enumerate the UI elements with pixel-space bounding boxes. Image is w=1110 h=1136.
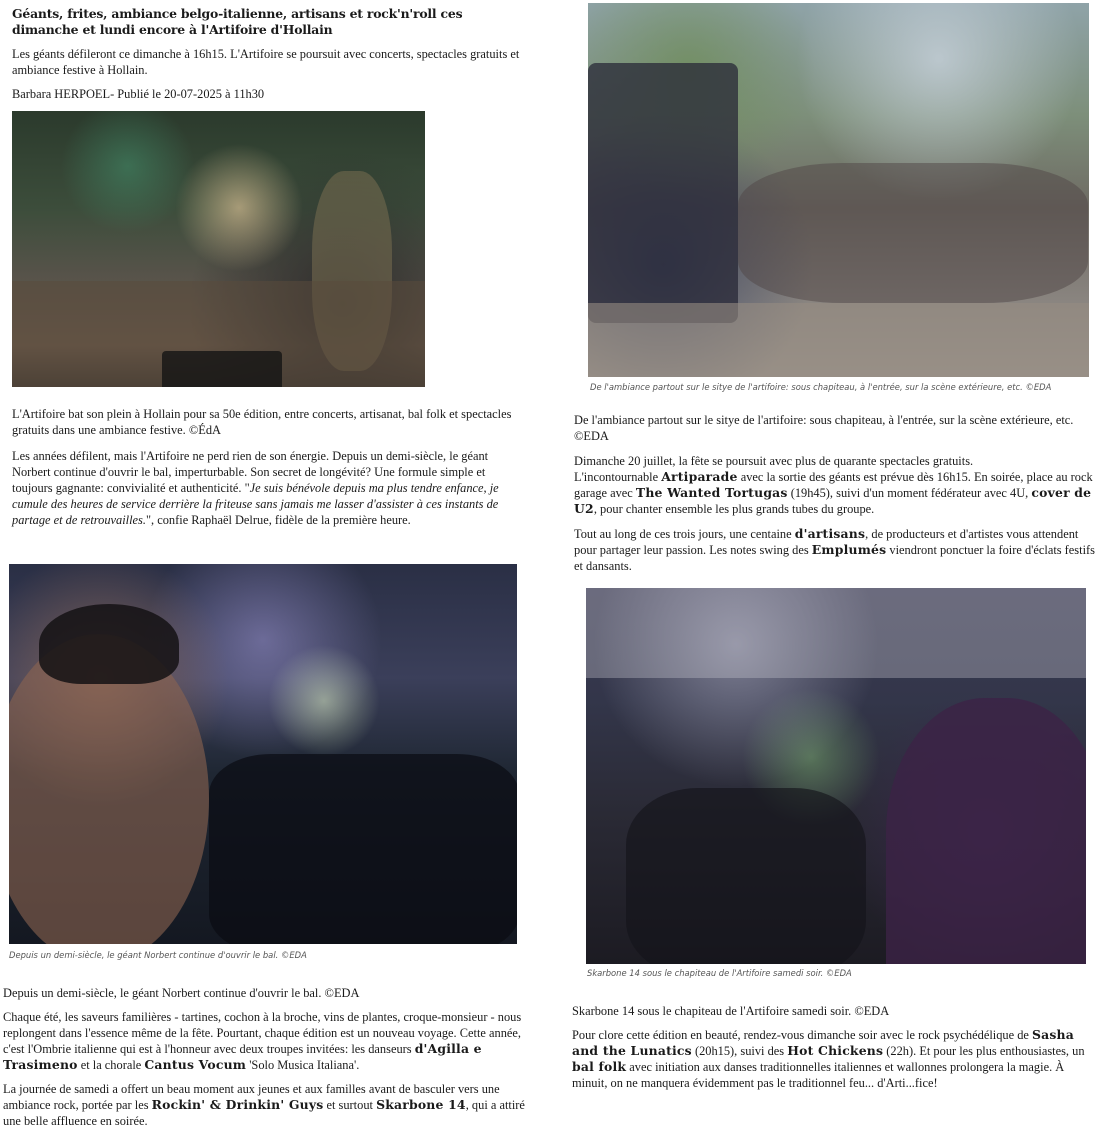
right-photo1-small-caption: De l'ambiance partout sur le sitye de l'artifoire: sous chapiteau, à l'entrée, sur la scène extérieure, etc. ©EDA — [590, 382, 1052, 392]
u2-cover-name: cover de U2 — [574, 485, 1092, 516]
artiparade-name: Artiparade — [661, 469, 738, 484]
concert-photo — [12, 111, 425, 387]
rp1-c: avec la sortie des géants est prévue dès 16h15. En soirée, place au rock garage avec — [574, 470, 1093, 500]
rp1-b: L'incontournable — [574, 470, 662, 484]
article-lead: Les géants défileront ce dimanche à 16h15. L'Artifoire se poursuit avec concerts, spectacles gratuits et ambiance festive à Hollain. — [12, 47, 520, 77]
right-paragraph-3 — [572, 1027, 1100, 1091]
p1-start: Les années défilent, mais l'Artifoire ne perd rien de son énergie. Depuis un demi-siècle, le géant Norbert continue d'ouvrir le bal, imperturbable. Son secret de longévité? Une formule simple et toujours gagnante: convivialité et authenticité. " — [12, 449, 489, 495]
p3-a: La journée de samedi a offert un beau moment aux jeunes et aux familles avant de basculer vers une ambiance rock, portée par les — [3, 1082, 500, 1112]
p3-d: , qui a attiré une belle affluence en soirée. — [3, 1098, 525, 1128]
p2-d: 'Solo Musica Italiana'. — [246, 1058, 360, 1072]
rp2-c: , de producteurs et d'artistes vous attendent pour partager leur passion. Les notes swing des — [574, 527, 1079, 557]
right-photo2-small-caption: Skarbone 14 sous le chapiteau de l'Artifoire samedi soir. ©EDA — [587, 968, 852, 978]
hot-chickens-name: Hot Chickens — [787, 1043, 884, 1058]
rp2-d: viendront ponctuer la foire d'éclats festifs et dansants. — [574, 543, 1095, 573]
skarbone-name: Skarbone 14 — [376, 1097, 466, 1112]
rp3-d: (22h). Et pour les plus enthousiastes, un — [883, 1044, 1085, 1058]
agilla-name: d'Agilla e Trasimeno — [3, 1041, 482, 1072]
sasha-name: Sasha and the Lunatics — [572, 1027, 1074, 1058]
left-column — [12, 0, 532, 102]
right-photo2-caption: Skarbone 14 sous le chapiteau de l'Artifoire samedi soir. ©EDA — [572, 1004, 890, 1018]
rp1-e: , pour chanter ensemble les plus grands tubes du groupe. — [593, 502, 875, 516]
artisans-name: d'artisans — [794, 526, 866, 541]
article-title: Géants, frites, ambiance belgo-italienne, artisans et rock'n'roll ces dimanche et lundi encore à l'Artifoire d'Hollain — [12, 6, 463, 37]
p3-c: et surtout — [323, 1098, 377, 1112]
rp2-a: Tout au long de ces trois jours, une centaine — [574, 527, 795, 541]
p2-c: et la chorale — [77, 1058, 145, 1072]
bal-folk-name: bal folk — [572, 1059, 627, 1074]
dancing-photo — [588, 3, 1089, 377]
rockin-name: Rockin' & Drinkin' Guys — [151, 1097, 324, 1112]
photo2-caption: Depuis un demi-siècle, le géant Norbert continue d'ouvrir le bal. ©EDA — [3, 986, 360, 1000]
p2-a: Chaque été, les saveurs familières - tartines, cochon à la broche, vins de plantes, croque-monsieur - nous replongent dans l'essence même de la fête. Pourtant, chaque édition est un nouveau voyage. Cette année, c'est l'Ombrie italienne qui est à l'honneur avec deux troupes invitées: les danseurs — [3, 1010, 522, 1056]
p1-quote: Je suis bénévole depuis ma plus tendre enfance, je cumule des heures de service derrière la friteuse sans jamais me lasser d'assister à ces instants de partage et de retrouvailles. — [12, 481, 499, 527]
left-paragraph-3 — [3, 1081, 528, 1129]
photo1-caption: L'Artifoire bat son plein à Hollain pour sa 50e édition, entre concerts, artisanat, bal folk et spectacles gratuits dans une ambiance festive. ©ÉdA — [12, 407, 512, 437]
right-paragraph-1 — [574, 453, 1100, 517]
tortugas-name: The Wanted Tortugas — [635, 485, 788, 500]
rp3-a: Pour clore cette édition en beauté, rendez-vous dimanche soir avec le rock psychédélique de — [572, 1028, 1032, 1042]
right-paragraph-2 — [574, 526, 1100, 574]
photo2-small-caption: Depuis un demi-siècle, le géant Norbert continue d'ouvrir le bal. ©EDA — [9, 950, 307, 960]
left-paragraph-2 — [3, 1009, 528, 1073]
right-photo1-caption: De l'ambiance partout sur le sitye de l'artifoire: sous chapiteau, à l'entrée, sur la scène extérieure, etc. ©EDA — [574, 413, 1074, 443]
article-byline: Barbara HERPOEL- Publié le 20-07-2025 à 11h30 — [12, 87, 265, 101]
norbert-photo — [9, 564, 517, 944]
emplumes-name: Emplumés — [811, 542, 887, 557]
rp1-d: (19h45), suivi d'un moment fédérateur avec 4U, — [787, 486, 1032, 500]
rp3-e: avec initiation aux danses traditionnelles italiennes et wallonnes prolongera la magie. À minuit, on ne manquera évidemment pas le traditionnel feu... d'Arti...fice! — [572, 1060, 1065, 1090]
skarbone-photo — [586, 588, 1086, 964]
rp3-c: (20h15), suivi des — [691, 1044, 788, 1058]
rp1-a: Dimanche 20 juillet, la fête se poursuit avec plus de quarante spectacles gratuits. — [574, 454, 974, 468]
p1-end: ", confie Raphaël Delrue, fidèle de la première heure. — [145, 513, 411, 527]
cantus-name: Cantus Vocum — [144, 1057, 247, 1072]
left-paragraph-1 — [12, 448, 528, 528]
